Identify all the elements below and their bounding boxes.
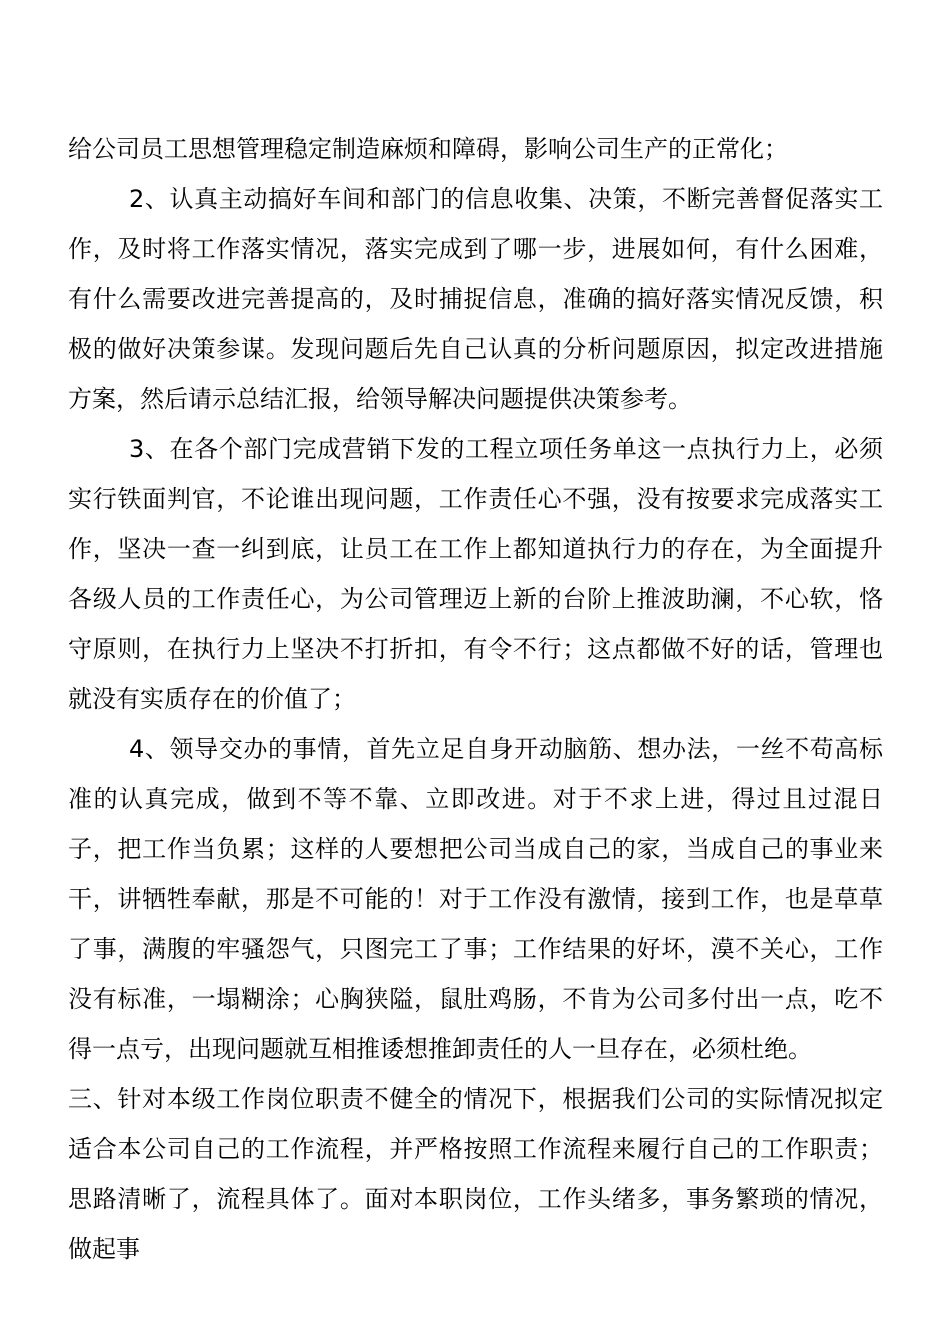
- paragraph-item-3: 3、在各个部门完成营销下发的工程立项任务单这一点执行力上，必须实行铁面判官，不论谁出现问题，工作责任心不强，没有按要求完成落实工作，坚决一查一纠到底，让员工在工作上都知道执行力的存在，为全面提升各级人员的工作责任心，为公司管理迈上新的台阶上推波助澜，不心软，恪守原则，在执行力上坚决不打折扣，有令不行；这点都做不好的话，管理也就没有实质存在的价值了；: [68, 435, 883, 713]
- document-body: [68, 124, 883, 1274]
- paragraph-item-2: 2、认真主动搞好车间和部门的信息收集、决策，不断完善督促落实工作，及时将工作落实情况，落实完成到了哪一步，进展如何，有什么困难，有什么需要改进完善提高的，及时捕捉信息，准确的搞好落实情况反馈，积极的做好决策参谋。发现问题后先自己认真的分析问题原因，拟定改进措施方案，然后请示总结汇报，给领导解决问题提供决策参考。: [68, 185, 883, 413]
- paragraph-item-4: 4、领导交办的事情，首先立足自身开动脑筋、想办法，一丝不苟高标准的认真完成，做到不等不靠、立即改进。对于不求上进，得过且过混日子，把工作当负累；这样的人要想把公司当成自己的家，当成自己的事业来干，讲牺牲奉献，那是不可能的！对于工作没有激情，接到工作，也是草草了事，满腹的牢骚怨气，只图完工了事；工作结果的好坏，漠不关心，工作没有标准，一塌糊涂；心胸狭隘，鼠肚鸡肠，不肯为公司多付出一点，吃不得一点亏，出现问题就互相推诿想推卸责任的人一旦存在，必须杜绝。: [68, 735, 883, 1063]
- paragraph-continuation: 给公司员工思想管理稳定制造麻烦和障碍，影响公司生产的正常化；: [68, 135, 788, 163]
- paragraph-section-3: 三、针对本级工作岗位职责不健全的情况下，根据我们公司的实际情况拟定适合本公司自己的工作流程，并严格按照工作流程来履行自己的工作职责；思路清晰了，流程具体了。面对本职岗位，工作头绪多，事务繁琐的情况，做起事: [68, 1085, 883, 1263]
